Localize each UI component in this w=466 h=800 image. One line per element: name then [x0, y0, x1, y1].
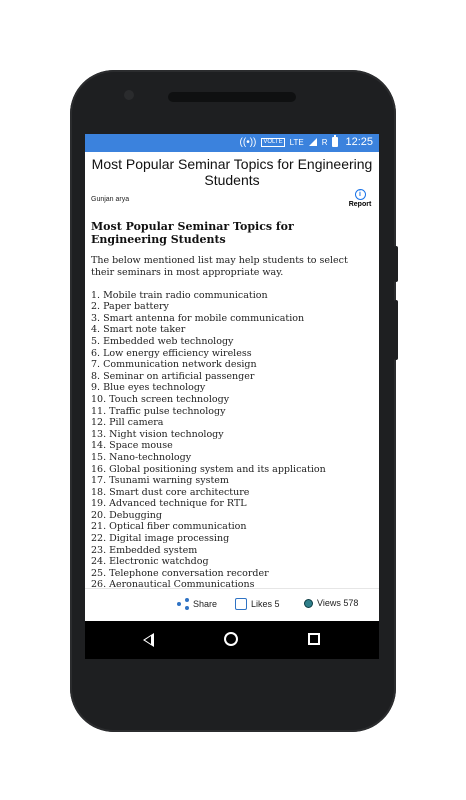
- list-item: 5. Embedded web technology: [91, 335, 234, 347]
- roaming-indicator: R: [321, 137, 328, 147]
- volte-badge: VOLTE: [263, 138, 283, 145]
- network-type: LTE: [289, 137, 304, 147]
- list-item: 26. Aeronautical Communications: [91, 579, 255, 587]
- list-item: 23. Embedded system: [91, 544, 198, 556]
- topic-list: [91, 290, 373, 587]
- info-icon: i: [355, 189, 366, 200]
- front-camera: [124, 90, 134, 100]
- list-item: 4. Smart note taker: [91, 324, 186, 336]
- app-screen: [85, 134, 379, 659]
- author-name[interactable]: Gunjan arya: [91, 196, 130, 203]
- article-content[interactable]: [91, 220, 373, 587]
- list-item: 20. Debugging: [91, 509, 162, 521]
- system-nav-bar: [85, 621, 379, 659]
- views-indicator: [304, 598, 358, 608]
- list-item: 25. Telephone conversation recorder: [91, 567, 269, 579]
- article-intro: The below mentioned list may help students to select their seminars in most appropriate way.: [91, 255, 348, 278]
- list-item: 2. Paper battery: [91, 301, 169, 313]
- list-item: 7. Communication network design: [91, 359, 257, 371]
- list-item: 19. Advanced technique for RTL: [91, 498, 247, 510]
- like-button[interactable]: [235, 598, 280, 610]
- list-item: 16. Global positioning system and its application: [91, 463, 326, 475]
- list-item: 21. Optical fiber communication: [91, 521, 247, 533]
- signal-icon: [309, 138, 317, 146]
- share-label: Share: [193, 599, 218, 609]
- volume-button: [394, 300, 398, 360]
- action-bar: [85, 588, 379, 621]
- list-item: 8. Seminar on artificial passenger: [91, 370, 255, 382]
- earpiece-speaker: [168, 92, 296, 102]
- views-label: Views 578: [317, 598, 359, 608]
- power-button: [394, 246, 398, 282]
- home-icon[interactable]: [224, 632, 238, 646]
- article-header: [85, 152, 379, 214]
- status-time: 12:25: [345, 136, 373, 148]
- hotspot-icon: ((•)): [239, 136, 257, 148]
- likes-label: Likes 5: [251, 599, 280, 609]
- list-item: 14. Space mouse: [91, 440, 173, 452]
- list-item: 22. Digital image processing: [91, 533, 230, 545]
- share-button[interactable]: [177, 598, 217, 610]
- status-bar: [85, 134, 379, 152]
- list-item: 17. Tsunami warning system: [91, 475, 229, 487]
- report-label: Report: [348, 201, 372, 208]
- battery-icon: [332, 137, 338, 147]
- list-item: 18. Smart dust core architecture: [91, 486, 250, 498]
- back-icon[interactable]: [143, 633, 154, 647]
- status-icons: [240, 136, 373, 148]
- list-item: 12. Pill camera: [91, 417, 164, 429]
- recent-apps-icon[interactable]: [308, 633, 320, 645]
- list-item: 6. Low energy efficiency wireless: [91, 347, 252, 359]
- list-item: 9. Blue eyes technology: [91, 382, 206, 394]
- page-title: Most Popular Seminar Topics for Engineering Students: [91, 156, 373, 188]
- share-icon: [177, 598, 189, 610]
- list-item: 3. Smart antenna for mobile communication: [91, 312, 305, 324]
- list-item: 15. Nano-technology: [91, 451, 192, 463]
- article-title: Most Popular Seminar Topics for Engineering Students: [91, 220, 294, 246]
- thumbs-up-icon: [235, 598, 247, 610]
- report-button[interactable]: [347, 189, 373, 208]
- list-item: 10. Touch screen technology: [91, 393, 230, 405]
- list-item: 1. Mobile train radio communication: [91, 289, 268, 301]
- list-item: 24. Electronic watchdog: [91, 556, 209, 568]
- list-item: 13. Night vision technology: [91, 428, 224, 440]
- eye-icon: [304, 599, 313, 608]
- list-item: 11. Traffic pulse technology: [91, 405, 226, 417]
